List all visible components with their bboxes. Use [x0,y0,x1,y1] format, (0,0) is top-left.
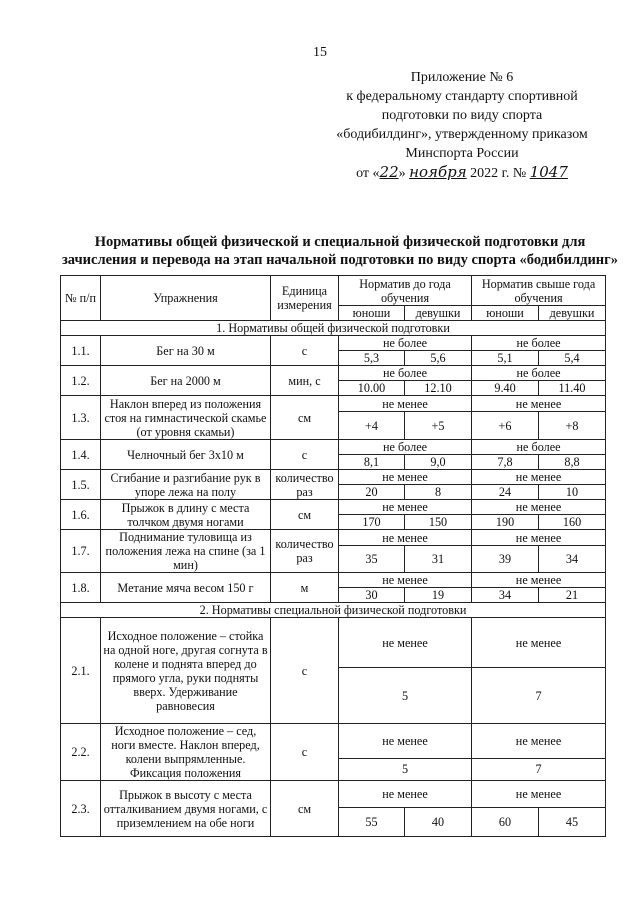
row-exercise: Наклон вперед из положения стоя на гимнастической скамье (от уровня скамьи) [101,396,271,440]
value-cell: 9,0 [405,455,472,470]
value-cell: 7,8 [472,455,539,470]
value-cell: 34 [539,546,606,573]
norm-label: не более [339,366,472,381]
value-cell: 31 [405,546,472,573]
header-norm-over: Норматив свыше года обучения [472,276,606,306]
row-exercise: Поднимание туловища из положения лежа на спине (за 1 мин) [101,530,271,573]
value-cell: 8,8 [539,455,606,470]
row-unit: см [271,500,339,530]
row-num: 2.2. [61,724,101,781]
norm-label: не менее [339,573,472,588]
header-boys: юноши [339,306,405,321]
row-num: 2.3. [61,781,101,837]
date-mid: » [398,166,406,181]
document-title: Нормативы общей физической и специальной физической подготовки для зачисления и перевода на этап начальной подготовки по виду спорта «бодибилдинг» [61,234,618,268]
date-day: 22 [379,163,399,181]
norm-label: не менее [472,530,606,546]
value-cell: +4 [339,412,405,440]
value-cell: 60 [472,808,539,837]
row-exercise: Исходное положение – стойка на одной ноге, другая согнута в колене и поднята вперед до прямого угла, руки подняты вверх. Удерживание равновесия [101,618,271,724]
value-cell: 21 [539,588,606,603]
value-cell: 24 [472,485,539,500]
row-unit: количество раз [271,530,339,573]
order-number: 1047 [529,163,568,181]
value-cell: +8 [539,412,606,440]
row-exercise: Исходное положение – сед, ноги вместе. Наклон вперед, колени выпрямленные. Фиксация положения [101,724,271,781]
row-unit: с [271,440,339,470]
appendix-block [317,68,607,183]
row-exercise: Бег на 30 м [101,336,271,366]
value-cell: 40 [405,808,472,837]
row-num: 1.2. [61,366,101,396]
value-cell: 45 [539,808,606,837]
row-num: 1.8. [61,573,101,603]
header-girls: девушки [405,306,472,321]
value-cell: +6 [472,412,539,440]
norm-label: не менее [472,781,606,808]
value-cell: 7 [472,668,606,724]
appendix-line: подготовки по виду спорта [381,108,543,123]
norm-label: не менее [339,618,472,668]
value-cell: +5 [405,412,472,440]
norm-label: не более [339,440,472,455]
row-exercise: Бег на 2000 м [101,366,271,396]
norm-label: не менее [472,500,606,515]
standards-table [60,275,606,837]
appendix-line: Минспорта России [405,146,519,161]
value-cell: 5 [339,758,472,780]
row-num: 1.1. [61,336,101,366]
row-num: 1.3. [61,396,101,440]
header-girls: девушки [539,306,606,321]
norm-label: не менее [472,724,606,759]
norm-label: не более [472,336,606,351]
row-unit: м [271,573,339,603]
value-cell: 190 [472,515,539,530]
header-norm-until: Норматив до года обучения [339,276,472,306]
value-cell: 160 [539,515,606,530]
value-cell: 5,4 [539,351,606,366]
row-exercise: Метание мяча весом 150 г [101,573,271,603]
date-month: ноября [409,163,467,181]
row-unit: с [271,724,339,781]
value-cell: 20 [339,485,405,500]
norm-label: не менее [472,573,606,588]
date-year: 2022 г. № [470,166,527,181]
norm-label: не более [339,336,472,351]
norm-label: не менее [339,470,472,485]
value-cell: 55 [339,808,405,837]
row-unit: количество раз [271,470,339,500]
appendix-line: «бодибилдинг», утвержденному приказом [336,127,588,142]
section-heading: 2. Нормативы специальной физической подготовки [61,603,606,618]
row-unit: см [271,781,339,837]
norm-label: не менее [472,618,606,668]
date-prefix: от « [356,166,380,181]
norm-label: не менее [339,724,472,759]
value-cell: 19 [405,588,472,603]
value-cell: 39 [472,546,539,573]
value-cell: 35 [339,546,405,573]
row-unit: с [271,336,339,366]
row-exercise: Сгибание и разгибание рук в упоре лежа на полу [101,470,271,500]
row-num: 1.6. [61,500,101,530]
value-cell: 11.40 [539,381,606,396]
row-unit: мин, с [271,366,339,396]
section-heading: 1. Нормативы общей физической подготовки [61,321,606,336]
row-unit: см [271,396,339,440]
norm-label: не менее [339,396,472,412]
value-cell: 170 [339,515,405,530]
value-cell: 10 [539,485,606,500]
row-num: 1.4. [61,440,101,470]
row-num: 2.1. [61,618,101,724]
row-exercise: Челночный бег 3х10 м [101,440,271,470]
value-cell: 5 [339,668,472,724]
norm-label: не менее [339,781,472,808]
value-cell: 9.40 [472,381,539,396]
norm-label: не менее [472,396,606,412]
row-num: 1.7. [61,530,101,573]
value-cell: 10.00 [339,381,405,396]
header-unit: Единица измерения [271,276,339,321]
norm-label: не менее [472,470,606,485]
row-exercise: Прыжок в длину с места толчком двумя ногами [101,500,271,530]
norm-label: не менее [339,530,472,546]
row-num: 1.5. [61,470,101,500]
value-cell: 7 [472,758,606,780]
value-cell: 30 [339,588,405,603]
norm-label: не более [472,366,606,381]
header-boys: юноши [472,306,539,321]
norm-label: не более [472,440,606,455]
value-cell: 34 [472,588,539,603]
appendix-line: Приложение № 6 [410,70,514,85]
value-cell: 8,1 [339,455,405,470]
row-unit: с [271,618,339,724]
appendix-line: к федеральному стандарту спортивной [346,89,578,104]
appendix-date-line [317,163,607,183]
row-exercise: Прыжок в высоту с места отталкиванием двумя ногами, с приземлением на обе ноги [101,781,271,837]
value-cell: 12.10 [405,381,472,396]
header-num: № п/п [61,276,101,321]
value-cell: 5,3 [339,351,405,366]
value-cell: 5,6 [405,351,472,366]
value-cell: 8 [405,485,472,500]
value-cell: 150 [405,515,472,530]
norm-label: не менее [339,500,472,515]
header-exercise: Упражнения [101,276,271,321]
value-cell: 5,1 [472,351,539,366]
page-number: 15 [313,45,327,60]
